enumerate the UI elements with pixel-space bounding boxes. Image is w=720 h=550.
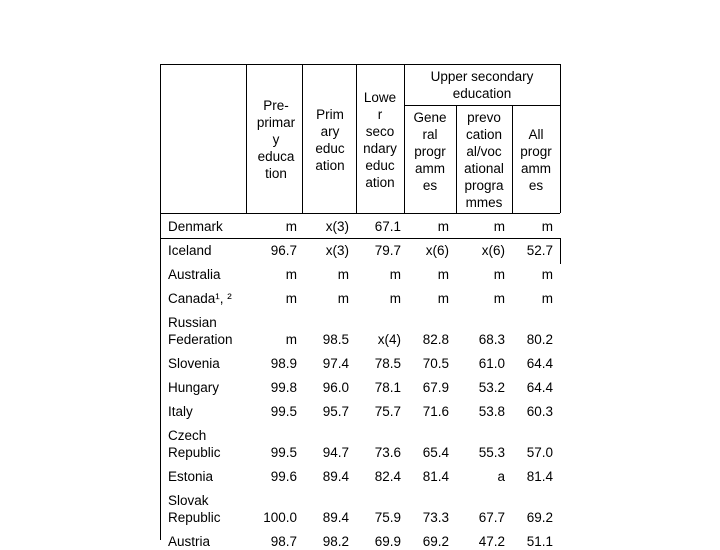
table-cell: 71.6 — [422, 404, 449, 419]
table-cell: 69.2 — [422, 534, 449, 549]
col-header-all: All progr amm es — [520, 127, 552, 193]
table-cell: 73.6 — [374, 445, 401, 460]
table-right-border-header — [560, 64, 561, 213]
table-cell: 68.3 — [478, 332, 505, 347]
table-cell: 98.9 — [270, 356, 297, 371]
table-cell: 89.4 — [322, 469, 349, 484]
table-cell: 99.5 — [270, 445, 297, 460]
table-cell: m — [337, 291, 349, 306]
row-country: Estonia — [168, 469, 214, 484]
table-cell: m — [337, 267, 349, 282]
table-cell: 95.7 — [322, 404, 349, 419]
table-cell: x(3) — [325, 243, 349, 258]
table-cell: m — [541, 267, 553, 282]
table-cell: m — [437, 267, 449, 282]
table-cell: x(6) — [425, 243, 449, 258]
row-country: Hungary — [168, 380, 220, 395]
table-cell: 94.7 — [322, 445, 349, 460]
table-cell: m — [541, 219, 553, 234]
table-cell: 52.7 — [526, 243, 553, 258]
col-header-pre-primary: Pre- primar y educa tion — [256, 98, 296, 181]
table-cell: 97.4 — [322, 356, 349, 371]
table-cell: 64.4 — [526, 356, 553, 371]
row-country: Czech Republic — [168, 428, 221, 460]
row-country: Australia — [168, 267, 221, 282]
table-cell: 55.3 — [478, 445, 505, 460]
table-cell: 78.5 — [374, 356, 401, 371]
table-cell: 75.9 — [374, 510, 401, 525]
row-country: Italy — [168, 404, 193, 419]
col-header-prevocational: prevo cation al/voc ational progra mmes — [464, 110, 504, 210]
table-cell: 53.8 — [478, 404, 505, 419]
row-country: Austria — [168, 534, 211, 549]
table-cell: x(6) — [481, 243, 505, 258]
header-bottom-border — [160, 213, 560, 214]
table-cell: m — [493, 291, 505, 306]
table-cell: 67.7 — [478, 510, 505, 525]
table-top-border — [160, 64, 560, 65]
row-country: Denmark — [168, 219, 223, 234]
row-country: Russian Federation — [168, 315, 233, 347]
table-cell: m — [285, 291, 297, 306]
table-cell: m — [389, 267, 401, 282]
table-cell: m — [437, 291, 449, 306]
table-cell: 89.4 — [322, 510, 349, 525]
col-header-primary: Prim ary educ ation — [315, 107, 345, 173]
table-cell: 65.4 — [422, 445, 449, 460]
table-cell: m — [437, 219, 449, 234]
table-cell: 81.4 — [422, 469, 449, 484]
row-country: Slovenia — [168, 356, 220, 371]
table-cell: 98.7 — [270, 534, 297, 549]
divider-col-preprimary — [302, 64, 303, 213]
table-cell: 60.3 — [526, 404, 553, 419]
table-cell: 99.8 — [270, 380, 297, 395]
table-cell: 67.1 — [374, 219, 401, 234]
table-cell: 99.6 — [270, 469, 297, 484]
denmark-row-separator — [160, 238, 560, 239]
table-cell: 51.1 — [526, 534, 553, 549]
table-left-border — [160, 64, 161, 540]
table-cell: 69.9 — [374, 534, 401, 549]
table-cell: 99.5 — [270, 404, 297, 419]
table-cell: 82.4 — [374, 469, 401, 484]
upper-secondary-underline — [404, 105, 560, 106]
table-cell: 81.4 — [526, 469, 553, 484]
table-right-border-body — [560, 238, 561, 264]
col-header-upper-secondary: Upper secondary education — [430, 69, 534, 101]
table-cell: m — [541, 291, 553, 306]
table-cell: 96.7 — [270, 243, 297, 258]
table-cell: a — [497, 469, 505, 484]
table-cell: 70.5 — [422, 356, 449, 371]
table-cell: 47.2 — [478, 534, 505, 549]
table-cell: 98.2 — [322, 534, 349, 549]
table-cell: m — [285, 267, 297, 282]
table-cell: 80.2 — [526, 332, 553, 347]
table-cell: m — [389, 291, 401, 306]
table-cell: 73.3 — [422, 510, 449, 525]
col-header-general: Gene ral progr amm es — [413, 110, 447, 193]
table-cell: 79.7 — [374, 243, 401, 258]
table-cell: 67.9 — [422, 380, 449, 395]
table-cell: x(3) — [325, 219, 349, 234]
table-cell: 64.4 — [526, 380, 553, 395]
table-cell: 96.0 — [322, 380, 349, 395]
table-cell: 82.8 — [422, 332, 449, 347]
table-cell: 57.0 — [526, 445, 553, 460]
table-cell: 98.5 — [322, 332, 349, 347]
table-cell: 75.7 — [374, 404, 401, 419]
table-cell: x(4) — [377, 332, 401, 347]
table-cell: 100.0 — [263, 510, 297, 525]
table-cell: 61.0 — [478, 356, 505, 371]
row-country: Slovak Republic — [168, 493, 221, 525]
row-country: Iceland — [168, 243, 212, 258]
divider-col-stub — [246, 64, 247, 213]
table-cell: m — [493, 267, 505, 282]
col-header-lower-secondary: Lowe r seco ndary educ ation — [363, 90, 397, 190]
table-cell: m — [285, 332, 297, 347]
table-cell: m — [285, 219, 297, 234]
row-country: Canada¹, ² — [168, 291, 232, 306]
table-cell: m — [493, 219, 505, 234]
table-cell: 53.2 — [478, 380, 505, 395]
table-cell: 78.1 — [374, 380, 401, 395]
table-cell: 69.2 — [526, 510, 553, 525]
